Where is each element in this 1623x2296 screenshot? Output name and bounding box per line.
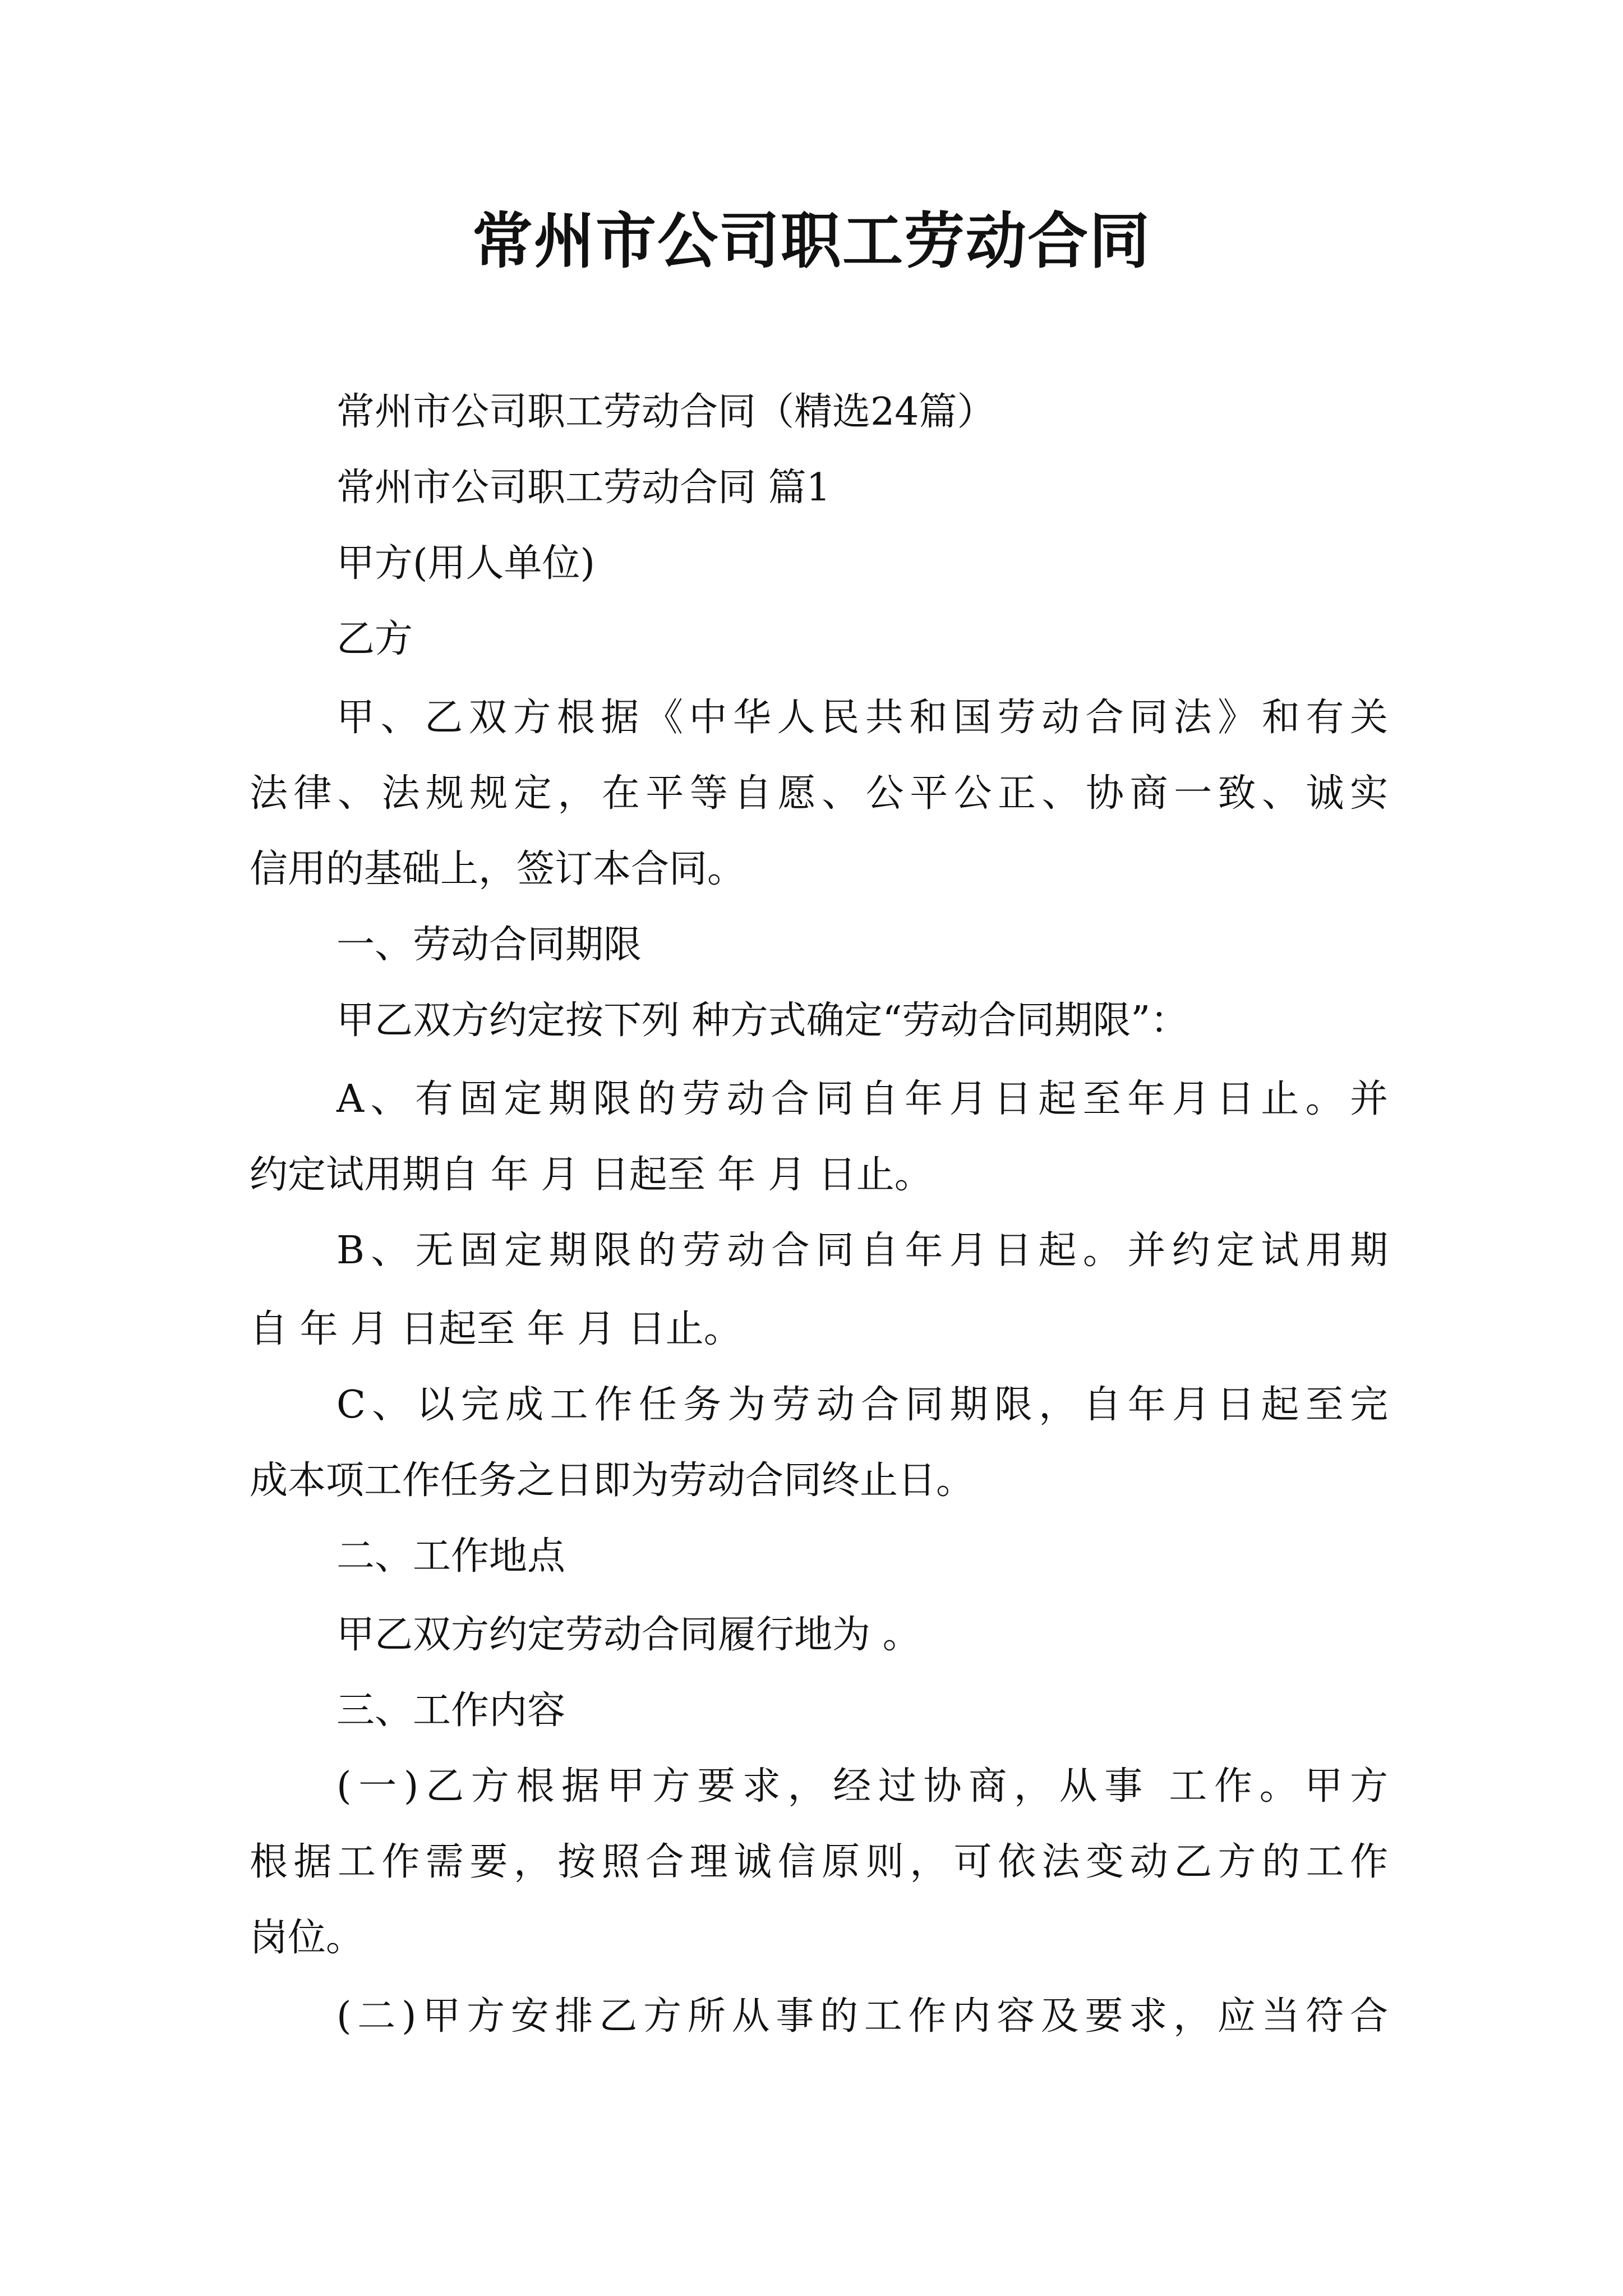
text-line: 信用的基础上，签订本合同。 [250, 847, 746, 891]
text-line: 甲、乙双方根据《中华人民共和国劳动合同法》和有关 [336, 696, 1388, 740]
text-line: 常州市公司职工劳动合同（精选24篇） [336, 390, 995, 434]
text-line: A、有固定期限的劳动合同自年月日起至年月日止。并 [336, 1077, 1388, 1121]
text-line: 三、工作内容 [336, 1688, 566, 1733]
text-line: (二)甲方安排乙方所从事的工作内容及要求，应当符合 [336, 1994, 1388, 2039]
text-line: 根据工作需要，按照合理诚信原则，可依法变动乙方的工作 [250, 1840, 1388, 1884]
text-line: 约定试用期自 年 月 日起至 年 月 日止。 [250, 1153, 933, 1197]
text-line: 一、劳动合同期限 [336, 923, 642, 967]
text-line: B、无固定期限的劳动合同自年月日起。并约定试用期 [336, 1228, 1388, 1273]
document-title: 常州市公司职工劳动合同 [472, 206, 1151, 277]
text-line: 常州市公司职工劳动合同 篇1 [336, 466, 831, 510]
text-line: 二、工作地点 [336, 1534, 566, 1579]
text-line: (一)乙方根据甲方要求，经过协商，从事 工作。甲方 [336, 1764, 1388, 1809]
text-line: 乙方 [336, 617, 413, 661]
text-line: 法律、法规规定，在平等自愿、公平公正、协商一致、诚实 [250, 771, 1388, 816]
text-line: 甲乙双方约定劳动合同履行地为 。 [336, 1613, 921, 1657]
text-line: 自 年 月 日起至 年 月 日止。 [250, 1307, 742, 1351]
text-line: C、以完成工作任务为劳动合同期限，自年月日起至完 [336, 1383, 1388, 1427]
text-line: 甲方(用人单位) [336, 541, 596, 586]
text-line: 岗位。 [250, 1916, 365, 1960]
text-line: 甲乙双方约定按下列 种方式确定“劳动合同期限”： [336, 999, 1189, 1043]
text-line: 成本项工作任务之日即为劳动合同终止日。 [250, 1458, 975, 1503]
